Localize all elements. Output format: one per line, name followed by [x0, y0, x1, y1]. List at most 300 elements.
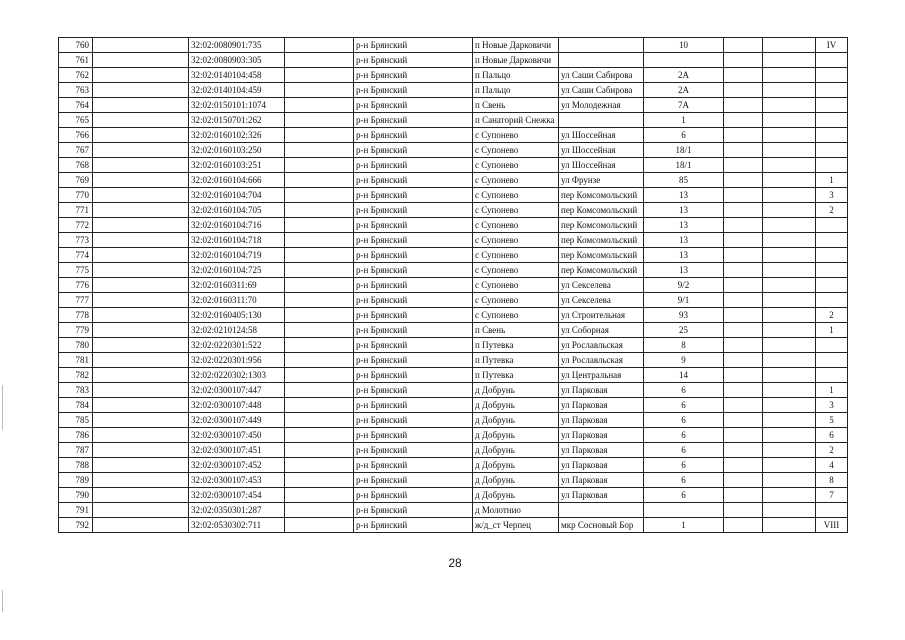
table-cell [724, 188, 763, 203]
table-cell [559, 53, 644, 68]
table-cell: ул Шоссейная [559, 143, 644, 158]
table-cell [763, 68, 816, 83]
table-cell [724, 98, 763, 113]
table-cell [724, 413, 763, 428]
table-cell: 766 [59, 128, 93, 143]
table-cell: ул Фрунзе [559, 173, 644, 188]
table-cell [763, 338, 816, 353]
table-cell: 32:02:0220301:956 [189, 353, 285, 368]
table-cell [285, 428, 354, 443]
table-cell: 32:02:0160311:69 [189, 278, 285, 293]
table-cell: 787 [59, 443, 93, 458]
table-cell: пер Комсомольский [559, 248, 644, 263]
table-cell: 5 [816, 413, 848, 428]
table-cell: 32:02:0160104:725 [189, 263, 285, 278]
table-cell: 2А [644, 68, 724, 83]
table-cell [816, 503, 848, 518]
table-cell: 6 [644, 443, 724, 458]
table-cell: 13 [644, 263, 724, 278]
table-cell: 32:02:0300107:447 [189, 383, 285, 398]
table-cell [724, 218, 763, 233]
table-cell: р-н Брянский [354, 503, 473, 518]
table-cell: р-н Брянский [354, 413, 473, 428]
table-cell: с Супонево [473, 233, 559, 248]
table-cell: р-н Брянский [354, 173, 473, 188]
table-cell: 32:02:0140104:458 [189, 68, 285, 83]
table-cell: 767 [59, 143, 93, 158]
table-cell [816, 248, 848, 263]
table-cell: 4 [816, 458, 848, 473]
table-cell [285, 473, 354, 488]
table-cell: 32:02:0150701:262 [189, 113, 285, 128]
table-cell [285, 293, 354, 308]
table-cell [724, 173, 763, 188]
table-cell: 777 [59, 293, 93, 308]
table-cell: 760 [59, 38, 93, 53]
table-cell: ул Парковая [559, 398, 644, 413]
table-cell [724, 263, 763, 278]
table-cell [93, 98, 189, 113]
table-cell [644, 53, 724, 68]
table-cell: р-н Брянский [354, 218, 473, 233]
table-row [59, 248, 848, 263]
table-cell [285, 173, 354, 188]
table-cell [816, 158, 848, 173]
table-cell: ул Шоссейная [559, 128, 644, 143]
table-cell: ул Соборная [559, 323, 644, 338]
table-cell: 781 [59, 353, 93, 368]
table-cell: с Супонево [473, 143, 559, 158]
table-cell: 32:02:0300107:449 [189, 413, 285, 428]
table-cell [724, 398, 763, 413]
table-row [59, 443, 848, 458]
table-cell [724, 278, 763, 293]
table-cell [763, 113, 816, 128]
table-cell: 776 [59, 278, 93, 293]
table-cell: 774 [59, 248, 93, 263]
table-cell: п Новые Дарковичи [473, 53, 559, 68]
table-cell: 32:02:0300107:448 [189, 398, 285, 413]
table-cell: р-н Брянский [354, 323, 473, 338]
table-cell: 772 [59, 218, 93, 233]
table-row [59, 458, 848, 473]
table-cell: 32:02:0160104:705 [189, 203, 285, 218]
table-cell: 32:02:0300107:451 [189, 443, 285, 458]
table-cell [93, 173, 189, 188]
table-cell: 13 [644, 233, 724, 248]
table-cell: р-н Брянский [354, 263, 473, 278]
table-cell [763, 518, 816, 533]
table-cell: 14 [644, 368, 724, 383]
table-cell [816, 338, 848, 353]
table-cell [724, 518, 763, 533]
table-cell [93, 398, 189, 413]
table-cell: д Добрунь [473, 398, 559, 413]
table-cell [285, 233, 354, 248]
table-cell [93, 113, 189, 128]
table-cell: 18/1 [644, 158, 724, 173]
table-cell [816, 218, 848, 233]
table-cell: 32:02:0160103:251 [189, 158, 285, 173]
table-cell: 13 [644, 248, 724, 263]
page-number: 28 [448, 556, 462, 570]
table-cell [763, 308, 816, 323]
table-row [59, 308, 848, 323]
table-cell [285, 188, 354, 203]
table-cell: п Свень [473, 98, 559, 113]
table-cell: р-н Брянский [354, 68, 473, 83]
table-cell [93, 83, 189, 98]
table-cell: 32:02:0160103:250 [189, 143, 285, 158]
table-cell [816, 293, 848, 308]
table-cell: 7А [644, 98, 724, 113]
table-cell: с Супонево [473, 188, 559, 203]
table-row [59, 68, 848, 83]
table-cell: р-н Брянский [354, 353, 473, 368]
table-cell: с Супонево [473, 248, 559, 263]
table-cell: 6 [644, 428, 724, 443]
table-cell [724, 128, 763, 143]
table-cell [93, 233, 189, 248]
table-cell [724, 323, 763, 338]
table-cell: 32:02:0300107:452 [189, 458, 285, 473]
table-row [59, 98, 848, 113]
table-row [59, 143, 848, 158]
table-cell [93, 188, 189, 203]
table-cell: 18/1 [644, 143, 724, 158]
table-cell: п Пальцо [473, 83, 559, 98]
table-cell: 32:02:0080901:735 [189, 38, 285, 53]
table-row [59, 323, 848, 338]
table-cell: ул Парковая [559, 413, 644, 428]
table-cell [763, 383, 816, 398]
table-cell [285, 218, 354, 233]
table-cell: 762 [59, 68, 93, 83]
table-cell: ул Парковая [559, 473, 644, 488]
table-cell [763, 218, 816, 233]
table-cell: 6 [644, 458, 724, 473]
table-cell: 786 [59, 428, 93, 443]
table-cell: пер Комсомольский [559, 233, 644, 248]
table-cell [285, 38, 354, 53]
table-cell [93, 263, 189, 278]
table-cell: ул Секселева [559, 293, 644, 308]
table-cell [93, 278, 189, 293]
table-cell [93, 323, 189, 338]
table-cell: с Супонево [473, 203, 559, 218]
table-cell: р-н Брянский [354, 293, 473, 308]
table-cell: 6 [644, 473, 724, 488]
table-cell: р-н Брянский [354, 398, 473, 413]
table-cell: мкр Сосновый Бор [559, 518, 644, 533]
table-cell [724, 458, 763, 473]
table-cell: р-н Брянский [354, 458, 473, 473]
table-cell: 764 [59, 98, 93, 113]
table-cell: 32:02:0300107:450 [189, 428, 285, 443]
table-cell [93, 428, 189, 443]
table-row [59, 413, 848, 428]
table-cell [93, 128, 189, 143]
table-cell: ул Молодежная [559, 98, 644, 113]
table-cell [763, 368, 816, 383]
table-cell: ул Саши Сабирова [559, 83, 644, 98]
table-cell: 761 [59, 53, 93, 68]
table-row [59, 263, 848, 278]
table-cell: р-н Брянский [354, 428, 473, 443]
table-cell [724, 353, 763, 368]
table-cell: р-н Брянский [354, 98, 473, 113]
registry-table [58, 37, 848, 533]
table-cell [285, 398, 354, 413]
table-cell: 13 [644, 188, 724, 203]
table-cell: 763 [59, 83, 93, 98]
table-cell [285, 83, 354, 98]
table-cell: ул Парковая [559, 458, 644, 473]
table-cell: д Добрунь [473, 383, 559, 398]
table-cell [816, 278, 848, 293]
table-cell: VIII [816, 518, 848, 533]
table-cell: р-н Брянский [354, 128, 473, 143]
table-cell [763, 53, 816, 68]
table-row [59, 158, 848, 173]
table-cell: п Путевка [473, 338, 559, 353]
table-cell: п Путевка [473, 353, 559, 368]
table-cell [763, 353, 816, 368]
table-cell: 778 [59, 308, 93, 323]
table-cell: 771 [59, 203, 93, 218]
table-cell: 9 [644, 353, 724, 368]
table-cell [724, 38, 763, 53]
table-cell [724, 203, 763, 218]
table-cell: с Супонево [473, 308, 559, 323]
table-cell: 32:02:0160405:130 [189, 308, 285, 323]
table-cell [816, 128, 848, 143]
table-row [59, 278, 848, 293]
table-cell: 1 [816, 173, 848, 188]
table-cell: п Новые Дарковичи [473, 38, 559, 53]
table-cell [93, 53, 189, 68]
table-cell [724, 143, 763, 158]
table-row [59, 428, 848, 443]
table-cell: д Добрунь [473, 473, 559, 488]
table-cell: 789 [59, 473, 93, 488]
table-cell: ул Парковая [559, 488, 644, 503]
table-cell: 780 [59, 338, 93, 353]
table-cell [285, 368, 354, 383]
table-cell: 10 [644, 38, 724, 53]
table-cell [763, 428, 816, 443]
table-cell: д Молотнио [473, 503, 559, 518]
table-cell [93, 68, 189, 83]
table-cell: 6 [644, 128, 724, 143]
table-cell [763, 263, 816, 278]
table-cell [763, 203, 816, 218]
table-cell: ж/д_ст Черпец [473, 518, 559, 533]
table-cell: 13 [644, 218, 724, 233]
table-cell [285, 383, 354, 398]
table-row [59, 218, 848, 233]
table-row [59, 83, 848, 98]
table-cell: п Свень [473, 323, 559, 338]
table-cell [763, 473, 816, 488]
table-cell: 85 [644, 173, 724, 188]
table-cell: пер Комсомольский [559, 188, 644, 203]
table-cell [285, 68, 354, 83]
table-cell [285, 353, 354, 368]
table-cell [763, 38, 816, 53]
table-cell: 32:02:0160104:704 [189, 188, 285, 203]
table-row [59, 113, 848, 128]
table-cell: 93 [644, 308, 724, 323]
table-cell: с Супонево [473, 263, 559, 278]
table-cell: р-н Брянский [354, 383, 473, 398]
table-cell [816, 233, 848, 248]
table-cell: 792 [59, 518, 93, 533]
table-cell [285, 443, 354, 458]
table-row [59, 503, 848, 518]
table-row [59, 353, 848, 368]
table-cell: 765 [59, 113, 93, 128]
table-cell [763, 233, 816, 248]
table-cell: 32:02:0220302:1303 [189, 368, 285, 383]
table-cell [559, 503, 644, 518]
table-cell: с Супонево [473, 173, 559, 188]
table-cell [724, 488, 763, 503]
table-row [59, 488, 848, 503]
table-cell: 1 [816, 323, 848, 338]
table-cell: р-н Брянский [354, 488, 473, 503]
table-row [59, 338, 848, 353]
table-cell [285, 248, 354, 263]
table-cell: 32:02:0350301:287 [189, 503, 285, 518]
table-cell: р-н Брянский [354, 308, 473, 323]
table-cell: р-н Брянский [354, 53, 473, 68]
table-cell: 8 [816, 473, 848, 488]
table-cell [285, 338, 354, 353]
table-cell [285, 263, 354, 278]
table-cell [644, 503, 724, 518]
table-cell [724, 293, 763, 308]
table-cell: р-н Брянский [354, 473, 473, 488]
table-cell: 2 [816, 308, 848, 323]
table-cell: п Путевка [473, 368, 559, 383]
table-cell: 785 [59, 413, 93, 428]
table-cell: ул Рославльская [559, 338, 644, 353]
table-cell: р-н Брянский [354, 443, 473, 458]
table-cell [285, 128, 354, 143]
table-cell: 32:02:0210124:58 [189, 323, 285, 338]
table-cell [93, 458, 189, 473]
table-cell [724, 383, 763, 398]
table-row [59, 518, 848, 533]
table-cell [93, 503, 189, 518]
table-cell: р-н Брянский [354, 248, 473, 263]
table-cell: 25 [644, 323, 724, 338]
table-cell [93, 293, 189, 308]
table-cell: 3 [816, 188, 848, 203]
table-cell: 32:02:0140104:459 [189, 83, 285, 98]
table-cell: 3 [816, 398, 848, 413]
table-cell [93, 308, 189, 323]
table-cell [93, 338, 189, 353]
table-cell [285, 278, 354, 293]
table-cell [93, 413, 189, 428]
table-cell [285, 158, 354, 173]
table-cell: 791 [59, 503, 93, 518]
table-cell [763, 188, 816, 203]
table-cell: 6 [644, 413, 724, 428]
table-cell [93, 443, 189, 458]
table-cell: 1 [816, 383, 848, 398]
table-cell: 9/1 [644, 293, 724, 308]
table-cell [93, 218, 189, 233]
table-cell [724, 338, 763, 353]
table-cell: п Пальцо [473, 68, 559, 83]
table-cell: 770 [59, 188, 93, 203]
table-cell: 13 [644, 203, 724, 218]
table-cell: пер Комсомольский [559, 263, 644, 278]
table-cell: 769 [59, 173, 93, 188]
table-cell: 32:02:0160102:326 [189, 128, 285, 143]
table-cell [724, 368, 763, 383]
table-cell: р-н Брянский [354, 203, 473, 218]
table-cell: 32:02:0220301:522 [189, 338, 285, 353]
table-cell: ул Парковая [559, 428, 644, 443]
table-row [59, 233, 848, 248]
table-cell: 32:02:0160104:718 [189, 233, 285, 248]
table-cell: р-н Брянский [354, 278, 473, 293]
table-cell [285, 98, 354, 113]
table-cell [285, 503, 354, 518]
table-cell: 2 [816, 443, 848, 458]
table-cell: пер Комсомольский [559, 218, 644, 233]
table-cell: д Добрунь [473, 488, 559, 503]
table-cell [816, 68, 848, 83]
table-cell: ул Парковая [559, 383, 644, 398]
table-cell: ул Саши Сабирова [559, 68, 644, 83]
table-cell: 32:02:0160311:70 [189, 293, 285, 308]
table-cell: 32:02:0300107:454 [189, 488, 285, 503]
table-cell: р-н Брянский [354, 368, 473, 383]
table-cell [724, 248, 763, 263]
table-cell [724, 503, 763, 518]
table-cell [816, 113, 848, 128]
table-cell [93, 383, 189, 398]
table-cell: р-н Брянский [354, 83, 473, 98]
table-cell [93, 368, 189, 383]
table-cell: 8 [644, 338, 724, 353]
table-cell: д Добрунь [473, 443, 559, 458]
table-cell: ул Центральная [559, 368, 644, 383]
table-cell: р-н Брянский [354, 233, 473, 248]
table-cell [816, 353, 848, 368]
table-row [59, 368, 848, 383]
table-cell: IV [816, 38, 848, 53]
table-cell [763, 293, 816, 308]
table-cell [724, 443, 763, 458]
table-cell: с Супонево [473, 293, 559, 308]
scan-margin-mark [2, 385, 3, 430]
table-cell [763, 98, 816, 113]
table-cell: 782 [59, 368, 93, 383]
table-cell: 2 [816, 203, 848, 218]
table-cell [816, 53, 848, 68]
table-cell [93, 488, 189, 503]
table-cell [763, 83, 816, 98]
table-cell [724, 233, 763, 248]
table-cell [763, 248, 816, 263]
table-cell: 9/2 [644, 278, 724, 293]
